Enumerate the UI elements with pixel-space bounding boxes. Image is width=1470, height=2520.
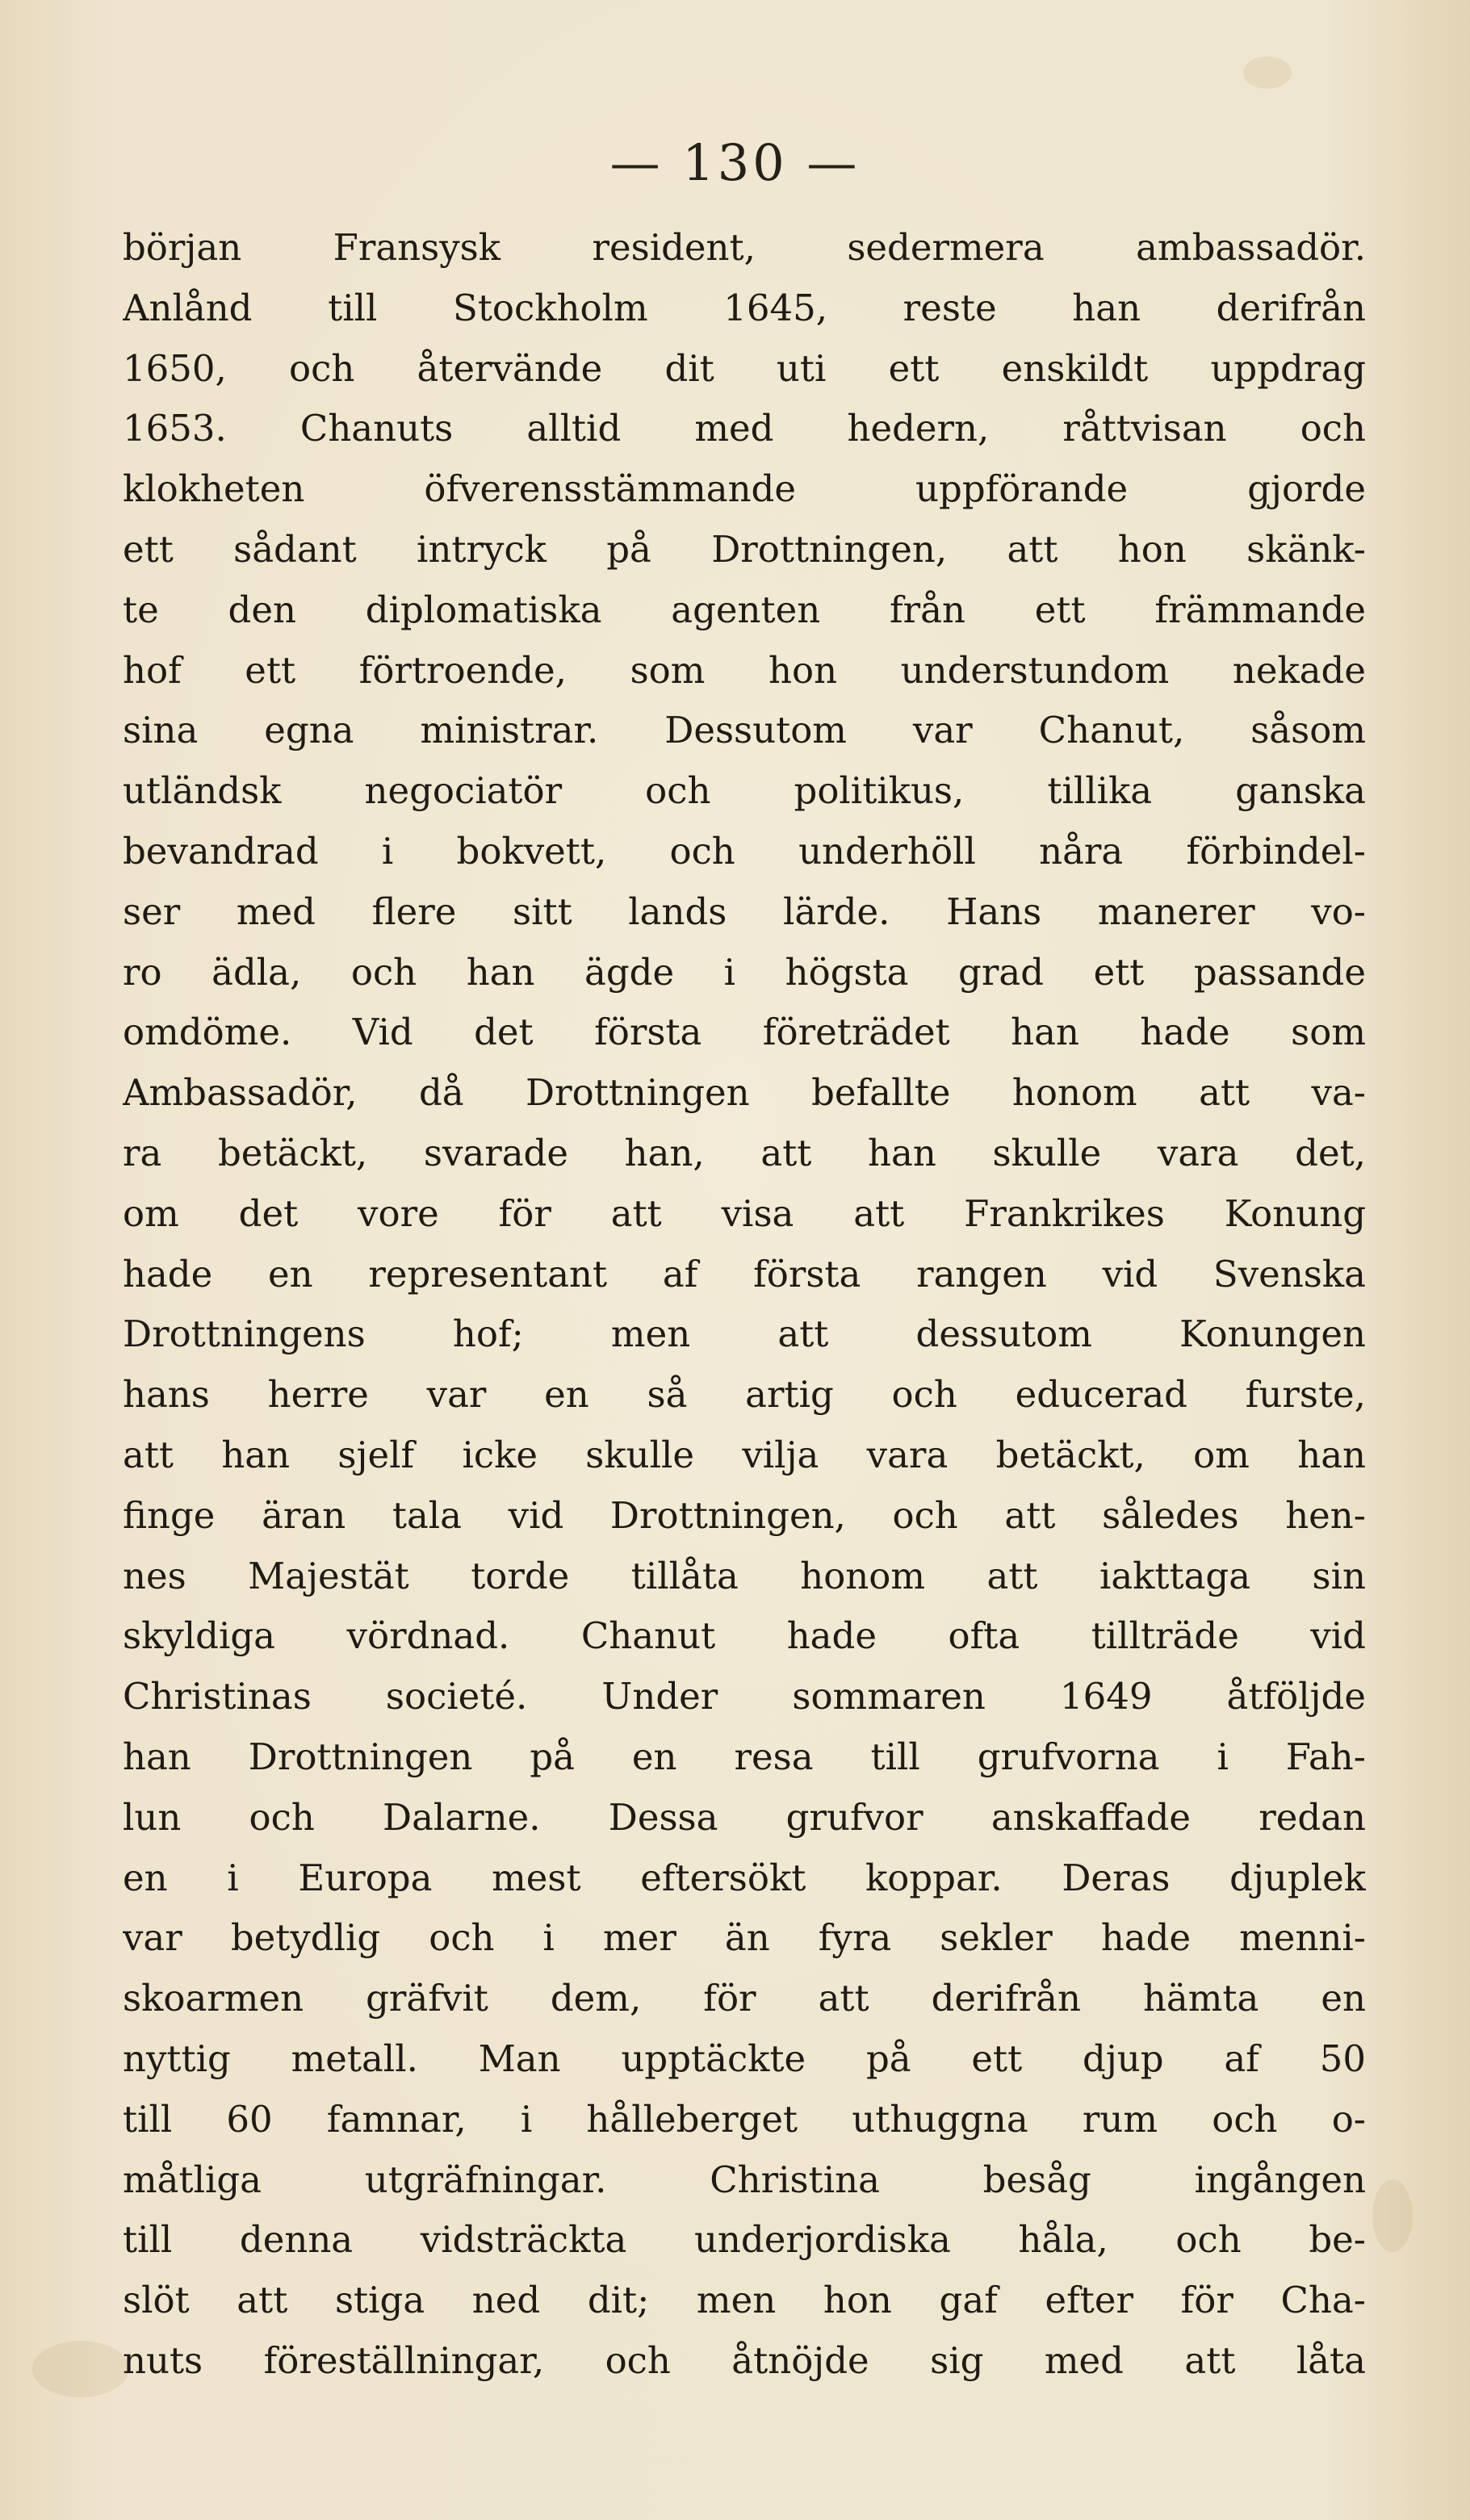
- text-line: början Fransysk resident, sedermera ambassadör.: [123, 226, 1366, 269]
- text-line: till denna vidsträckta underjordiska håla, och be-: [123, 2218, 1366, 2262]
- text-line: ser med flere sitt lands lärde. Hans manerer vo-: [123, 890, 1366, 933]
- text-line: ra betäckt, svarade han, att han skulle vara det,: [123, 1131, 1366, 1174]
- text-line: en i Europa mest eftersökt koppar. Deras djuplek: [123, 1856, 1366, 1899]
- text-line: slöt att stiga ned dit; men hon gaf efter för Cha-: [123, 2279, 1366, 2322]
- text-line: ro ädla, och han ägde i högsta grad ett passande: [123, 950, 1366, 994]
- text-line: att han sjelf icke skulle vilja vara betäckt, om han: [123, 1433, 1366, 1476]
- text-line: skyldiga vördnad. Chanut hade ofta tillträde vid: [123, 1614, 1366, 1658]
- text-line: 1653. Chanuts alltid med hedern, råttvisan och: [123, 407, 1366, 450]
- text-line: Drottningens hof; men att dessutom Konungen: [123, 1312, 1366, 1356]
- text-line: Christinas societé. Under sommaren 1649 åtföljde: [123, 1675, 1366, 1718]
- text-line: finge äran tala vid Drottningen, och att således hen-: [123, 1493, 1366, 1537]
- text-line: hof ett förtroende, som hon understundom nekade: [123, 648, 1366, 692]
- text-line: klokheten öfverensstämmande uppförande gjorde: [123, 467, 1366, 511]
- text-line: måtliga utgräfningar. Christina besåg ingången: [123, 2158, 1366, 2201]
- text-line: lun och Dalarne. Dessa grufvor anskaffade redan: [123, 1795, 1366, 1839]
- text-line: till 60 famnar, i hålleberget uthuggna rum och o-: [123, 2097, 1366, 2141]
- text-line: hans herre var en så artig och educerad furste,: [123, 1373, 1366, 1417]
- text-line: 1650, och återvände dit uti ett enskildt uppdrag: [123, 346, 1366, 390]
- text-line: Ambassadör, då Drottningen befallte honom att va-: [123, 1071, 1366, 1115]
- text-line: hade en representant af första rangen vid Svenska: [123, 1252, 1366, 1296]
- text-line: han Drottningen på en resa till grufvorna i Fah-: [123, 1735, 1366, 1778]
- text-line: nuts föreställningar, och åtnöjde sig med att låta: [123, 2338, 1366, 2382]
- text-line: skoarmen gräfvit dem, för att derifrån hämta en: [123, 1977, 1366, 2020]
- text-line: nes Majestät torde tillåta honom att iakttaga sin: [123, 1554, 1366, 1597]
- body-text: [123, 218, 1366, 2392]
- page-number: — 130 —: [609, 133, 861, 192]
- text-line: utländsk negociatör och politikus, tillika ganska: [123, 769, 1366, 813]
- text-line: om det vore för att visa att Frankrikes Konung: [123, 1191, 1366, 1235]
- text-line: bevandrad i bokvett, och underhöll nåra förbindel-: [123, 829, 1366, 873]
- text-line: ett sådant intryck på Drottningen, att hon skänk-: [123, 527, 1366, 571]
- paper-stain: [1243, 57, 1292, 89]
- text-line: omdöme. Vid det första företrädet han hade som: [123, 1011, 1366, 1054]
- text-line: Anlånd till Stockholm 1645, reste han derifrån: [123, 286, 1366, 329]
- text-line: te den diplomatiska agenten från ett främmande: [123, 588, 1366, 631]
- text-line: nyttig metall. Man upptäckte på ett djup af 50: [123, 2037, 1366, 2080]
- text-line: sina egna ministrar. Dessutom var Chanut, såsom: [123, 709, 1366, 752]
- paper-stain: [32, 2341, 129, 2397]
- text-line: var betydlig och i mer än fyra sekler hade menni-: [123, 1916, 1366, 1960]
- paper-stain: [1372, 2179, 1413, 2252]
